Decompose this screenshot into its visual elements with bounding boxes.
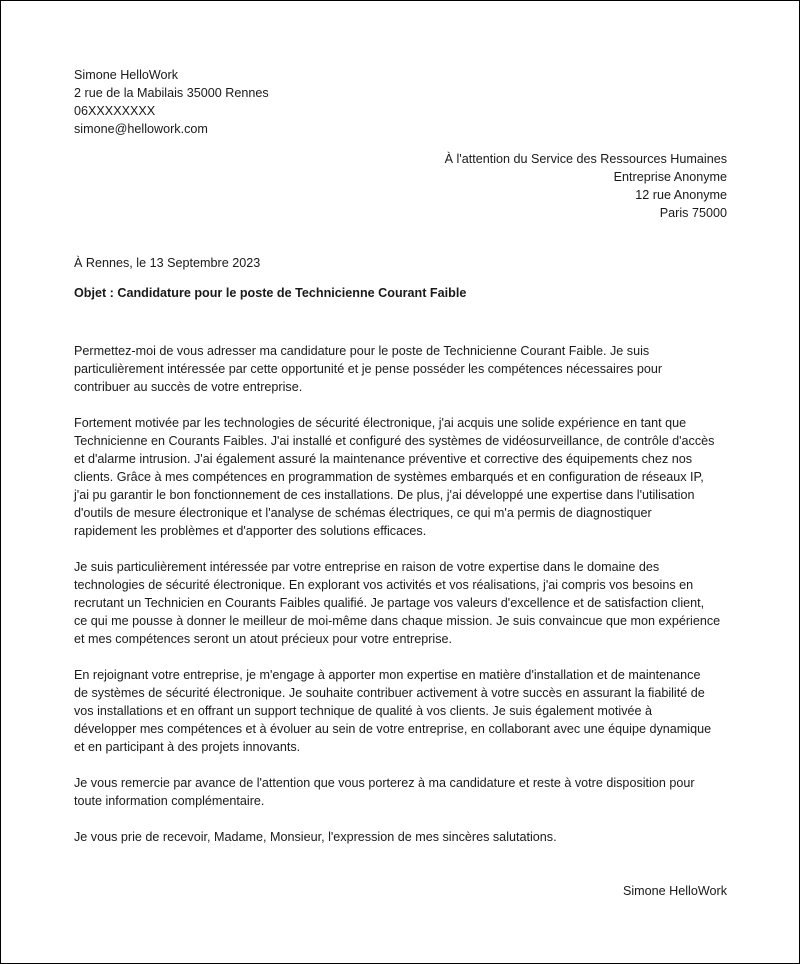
paragraph-line: vos installations et en offrant un support technique de qualité à vos clients. Je suis également motivée à xyxy=(74,704,653,718)
paragraph-line: j'ai pu garantir le bon fonctionnement de ces installations. De plus, j'ai développé une expertise dans l'utilisation xyxy=(74,488,695,502)
paragraph-line: technologies de sécurité électronique. En explorant vos activités et vos réalisations, j'ai compris vos besoins en xyxy=(74,578,694,592)
paragraph-line: contribuer au succès de votre entreprise. xyxy=(74,380,303,394)
recipient-attention: À l'attention du Service des Ressources Humaines xyxy=(444,152,727,166)
paragraph-line: et mes compétences seront un atout précieux pour votre entreprise. xyxy=(74,632,453,646)
paragraph-line: rapidement les problèmes et d'apporter des solutions efficaces. xyxy=(74,524,427,538)
sender-name: Simone HelloWork xyxy=(74,68,179,82)
body-paragraph xyxy=(74,828,734,846)
paragraph-line: Technicienne en Courants Faibles. J'ai installé et configuré des systèmes de vidéosurveillance, de contrôle d'accès xyxy=(74,434,715,448)
paragraph-line: et d'alarme intrusion. J'ai également assuré la maintenance préventive et corrective des équipements chez nos xyxy=(74,452,693,466)
body-paragraph xyxy=(74,774,734,810)
sender-block xyxy=(74,66,269,138)
letter-subject: Objet : Candidature pour le poste de Technicienne Courant Faible xyxy=(74,286,467,300)
paragraph-line: Fortement motivée par les technologies de sécurité électronique, j'ai acquis une solide expérience en tant que xyxy=(74,416,687,430)
recipient-company: Entreprise Anonyme xyxy=(613,170,727,184)
paragraph-line: Je suis particulièrement intéressée par votre entreprise en raison de votre expertise dans le domaine des xyxy=(74,560,660,574)
letter-body xyxy=(74,342,734,864)
sender-email: simone@hellowork.com xyxy=(74,122,208,136)
body-paragraph xyxy=(74,342,734,396)
paragraph-line: clients. Grâce à mes compétences en programmation de systèmes embarqués et en configuration de réseaux IP, xyxy=(74,470,704,484)
body-paragraph xyxy=(74,666,734,756)
paragraph-line: ce qui me pousse à donner le meilleur de moi-même dans chaque mission. Je suis convaincue que mon expérience xyxy=(74,614,721,628)
body-paragraph xyxy=(74,558,734,648)
recipient-city: Paris 75000 xyxy=(659,206,727,220)
paragraph-line: Je vous remercie par avance de l'attention que vous porterez à ma candidature et reste à votre disposition pour xyxy=(74,776,695,790)
paragraph-line: recrutant un Technicien en Courants Faibles qualifié. Je partage vos valeurs d'excellence et de satisfaction client, xyxy=(74,596,705,610)
sender-phone: 06XXXXXXXX xyxy=(74,104,156,118)
sender-address: 2 rue de la Mabilais 35000 Rennes xyxy=(74,86,269,100)
paragraph-line: toute information complémentaire. xyxy=(74,794,265,808)
paragraph-line: Je vous prie de recevoir, Madame, Monsieur, l'expression de mes sincères salutations. xyxy=(74,830,557,844)
recipient-street: 12 rue Anonyme xyxy=(635,188,727,202)
signature: Simone HelloWork xyxy=(622,884,727,898)
paragraph-line: Permettez-moi de vous adresser ma candidature pour le poste de Technicienne Courant Faible. Je suis xyxy=(74,344,650,358)
place-date: À Rennes, le 13 Septembre 2023 xyxy=(74,256,261,270)
paragraph-line: particulièrement intéressée par cette opportunité et je pense posséder les compétences nécessaires pour xyxy=(74,362,663,376)
recipient-block xyxy=(445,150,727,222)
paragraph-line: et en participant à des projets innovants. xyxy=(74,740,301,754)
paragraph-line: de systèmes de sécurité électronique. Je souhaite contribuer activement à votre succès en assurant la fiabilité de xyxy=(74,686,705,700)
paragraph-line: d'outils de mesure électronique et l'analyse de schémas électriques, ce qui m'a permis de diagnostiquer xyxy=(74,506,652,520)
paragraph-line: En rejoignant votre entreprise, je m'engage à apporter mon expertise en matière d'installation et de maintenance xyxy=(74,668,701,682)
paragraph-line: développer mes compétences et à évoluer au sein de votre entreprise, en collaborant avec une équipe dynamique xyxy=(74,722,712,736)
body-paragraph xyxy=(74,414,734,540)
